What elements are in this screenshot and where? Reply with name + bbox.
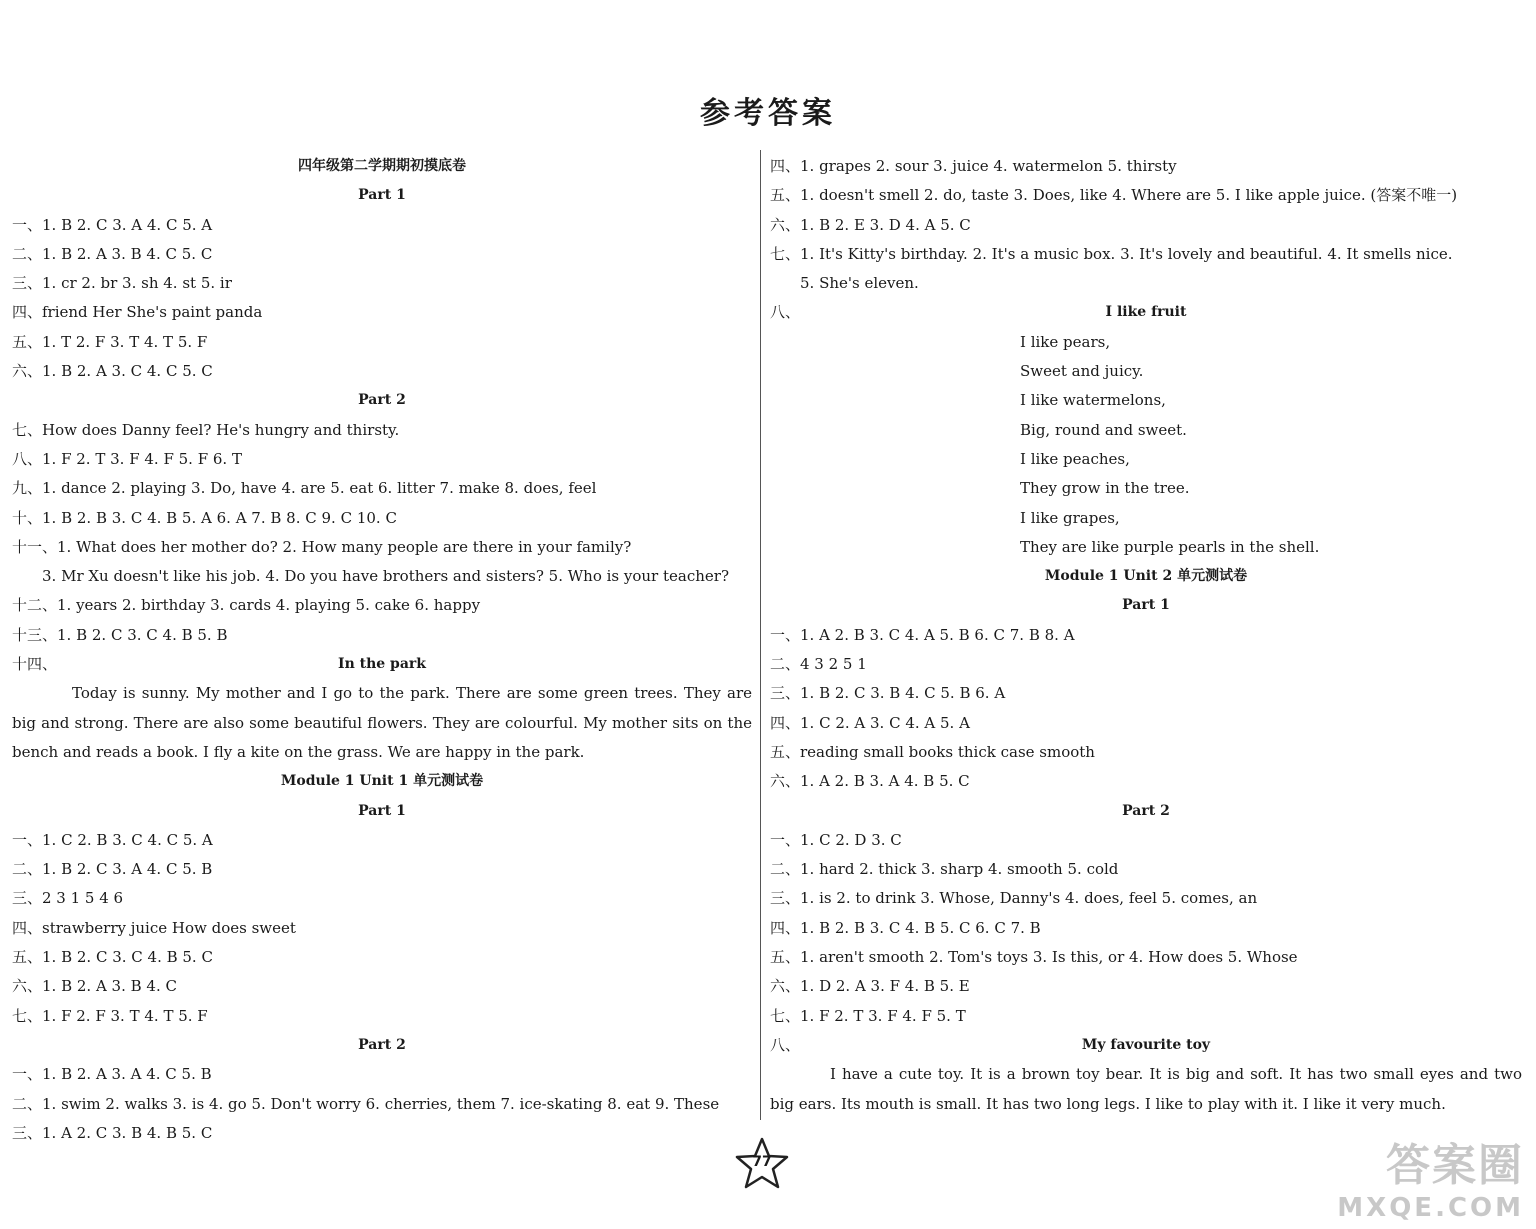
essay-title: In the park bbox=[338, 656, 426, 673]
section-heading: Module 1 Unit 2 单元测试卷 bbox=[1044, 568, 1248, 585]
part-heading: Part 1 bbox=[358, 187, 406, 204]
answer-line: 二、1. swim 2. walks 3. is 4. go 5. Don't worry 6. cherries, them 7. ice-skating 8. eat 9. These bbox=[12, 1094, 720, 1113]
answer-line: 三、1. B 2. C 3. B 4. C 5. B 6. A bbox=[770, 684, 1006, 703]
answer-line: 三、1. A 2. C 3. B 4. B 5. C bbox=[12, 1123, 213, 1142]
answer-line: 5. She's eleven. bbox=[800, 274, 919, 293]
part-heading: Part 1 bbox=[1122, 597, 1170, 614]
answer-line: 五、1. doesn't smell 2. do, taste 3. Does, like 4. Where are 5. I like apple juice. (答案不唯一) bbox=[770, 186, 1458, 205]
answer-line: 七、How does Danny feel? He's hungry and thirsty. bbox=[12, 420, 400, 439]
answer-line: 七、1. It's Kitty's birthday. 2. It's a music box. 3. It's lovely and beautiful. 4. It smells nice. bbox=[770, 244, 1453, 263]
answer-line: 七、1. F 2. F 3. T 4. T 5. F bbox=[12, 1006, 208, 1025]
part-heading: Part 1 bbox=[358, 802, 406, 819]
poem-line: Sweet and juicy. bbox=[1020, 362, 1144, 381]
column-divider bbox=[760, 150, 761, 1120]
answer-line: 二、1. B 2. A 3. B 4. C 5. C bbox=[12, 244, 213, 263]
watermark-text: 答案圈 bbox=[1386, 1140, 1524, 1191]
part-heading: Part 2 bbox=[358, 1036, 406, 1053]
answer-line: 四、friend Her She's paint panda bbox=[12, 303, 263, 322]
essay-text: I have a cute toy. It is a brown toy bear. It is big and soft. It has two small eyes and two big ears. Its mouth is small. It has two long legs. I like to play with it. I like it very much. bbox=[770, 1065, 1522, 1113]
watermark-logo bbox=[1324, 1129, 1524, 1221]
right-column bbox=[770, 152, 1522, 1119]
poem-prefix: 八、 bbox=[770, 303, 801, 322]
answer-line: 五、1. aren't smooth 2. Tom's toys 3. Is this, or 4. How does 5. Whose bbox=[770, 948, 1298, 967]
essay-prefix: 八、 bbox=[770, 1035, 801, 1054]
answer-line: 一、1. B 2. A 3. A 4. C 5. B bbox=[12, 1065, 212, 1084]
answer-line: 六、1. B 2. A 3. C 4. C 5. C bbox=[12, 362, 213, 381]
page-title: 参考答案 bbox=[700, 96, 836, 131]
answer-line: 一、1. C 2. B 3. C 4. C 5. A bbox=[12, 830, 213, 849]
poem-line: They grow in the tree. bbox=[1020, 479, 1190, 498]
answer-line: 十二、1. years 2. birthday 3. cards 4. playing 5. cake 6. happy bbox=[12, 596, 481, 615]
poem-heading bbox=[770, 298, 1522, 327]
section-heading: 四年级第二学期期初摸底卷 bbox=[298, 158, 466, 174]
answer-line: 三、1. cr 2. br 3. sh 4. st 5. ir bbox=[12, 274, 232, 293]
section-heading: Module 1 Unit 1 单元测试卷 bbox=[280, 773, 484, 790]
poem-line: I like watermelons, bbox=[1020, 391, 1166, 410]
answer-line: 二、1. hard 2. thick 3. sharp 4. smooth 5. cold bbox=[770, 860, 1119, 879]
essay-title: My favourite toy bbox=[1081, 1036, 1211, 1053]
poem-line: I like pears, bbox=[1020, 332, 1111, 351]
answer-line: 十三、1. B 2. C 3. C 4. B 5. B bbox=[12, 625, 228, 644]
answer-line: 八、1. F 2. T 3. F 4. F 5. F 6. T bbox=[12, 449, 242, 468]
answer-line: 九、1. dance 2. playing 3. Do, have 4. are 5. eat 6. litter 7. make 8. does, feel bbox=[12, 479, 597, 498]
answer-line: 四、1. C 2. A 3. C 4. A 5. A bbox=[770, 713, 970, 732]
answer-line: 四、1. B 2. B 3. C 4. B 5. C 6. C 7. B bbox=[770, 918, 1041, 937]
answer-line: 六、1. A 2. B 3. A 4. B 5. C bbox=[770, 772, 970, 791]
essay-heading bbox=[12, 650, 752, 679]
poem-line: I like grapes, bbox=[1020, 508, 1120, 527]
answer-line: 六、1. D 2. A 3. F 4. B 5. E bbox=[770, 977, 970, 996]
poem-line: I like peaches, bbox=[1020, 449, 1130, 468]
left-column bbox=[12, 152, 752, 1148]
answer-line: 五、1. B 2. C 3. C 4. B 5. C bbox=[12, 948, 213, 967]
essay-heading bbox=[770, 1031, 1522, 1060]
answer-line: 二、1. B 2. C 3. A 4. C 5. B bbox=[12, 860, 213, 879]
watermark-url: MXQE.COM bbox=[1337, 1193, 1524, 1223]
answer-line: 一、1. C 2. D 3. C bbox=[770, 830, 902, 849]
essay-text: Today is sunny. My mother and I go to the park. There are some green trees. They are big and strong. There are also some beautiful flowers. They are colourful. My mother sits on the bench and reads a book. I fly a kite on the grass. We are happy in the park. bbox=[12, 684, 752, 761]
answer-line: 一、1. A 2. B 3. C 4. A 5. B 6. C 7. B 8. A bbox=[770, 625, 1075, 644]
answer-line: 四、1. grapes 2. sour 3. juice 4. watermelon 5. thirsty bbox=[770, 157, 1177, 175]
part-heading: Part 2 bbox=[1122, 802, 1170, 819]
answer-line: 十一、1. What does her mother do? 2. How many people are there in your family? bbox=[12, 537, 632, 556]
answer-line: 六、1. B 2. E 3. D 4. A 5. C bbox=[770, 215, 971, 234]
answer-line: 三、1. is 2. to drink 3. Whose, Danny's 4. does, feel 5. comes, an bbox=[770, 889, 1258, 908]
essay-prefix: 十四、 bbox=[12, 655, 58, 674]
answer-line: 五、reading small books thick case smooth bbox=[770, 742, 1095, 761]
part-heading: Part 2 bbox=[358, 392, 406, 409]
answer-line: 四、strawberry juice How does sweet bbox=[12, 918, 296, 937]
poem-line: Big, round and sweet. bbox=[1020, 420, 1187, 439]
poem-title: I like fruit bbox=[1105, 304, 1187, 321]
answer-line: 三、2 3 1 5 4 6 bbox=[12, 889, 124, 908]
answer-line: 十、1. B 2. B 3. C 4. B 5. A 6. A 7. B 8. C 9. C 10. C bbox=[12, 508, 397, 527]
answer-line: 六、1. B 2. A 3. B 4. C bbox=[12, 977, 177, 996]
answer-line: 七、1. F 2. T 3. F 4. F 5. T bbox=[770, 1006, 966, 1025]
page-number: 77 bbox=[752, 1154, 772, 1170]
answer-line: 3. Mr Xu doesn't like his job. 4. Do you have brothers and sisters? 5. Who is your teacher? bbox=[42, 567, 729, 586]
answer-line: 五、1. T 2. F 3. T 4. T 5. F bbox=[12, 332, 208, 351]
answer-line: 一、1. B 2. C 3. A 4. C 5. A bbox=[12, 215, 213, 234]
answer-line: 二、4 3 2 5 1 bbox=[770, 655, 867, 674]
poem-line: They are like purple pearls in the shell. bbox=[1020, 537, 1320, 556]
